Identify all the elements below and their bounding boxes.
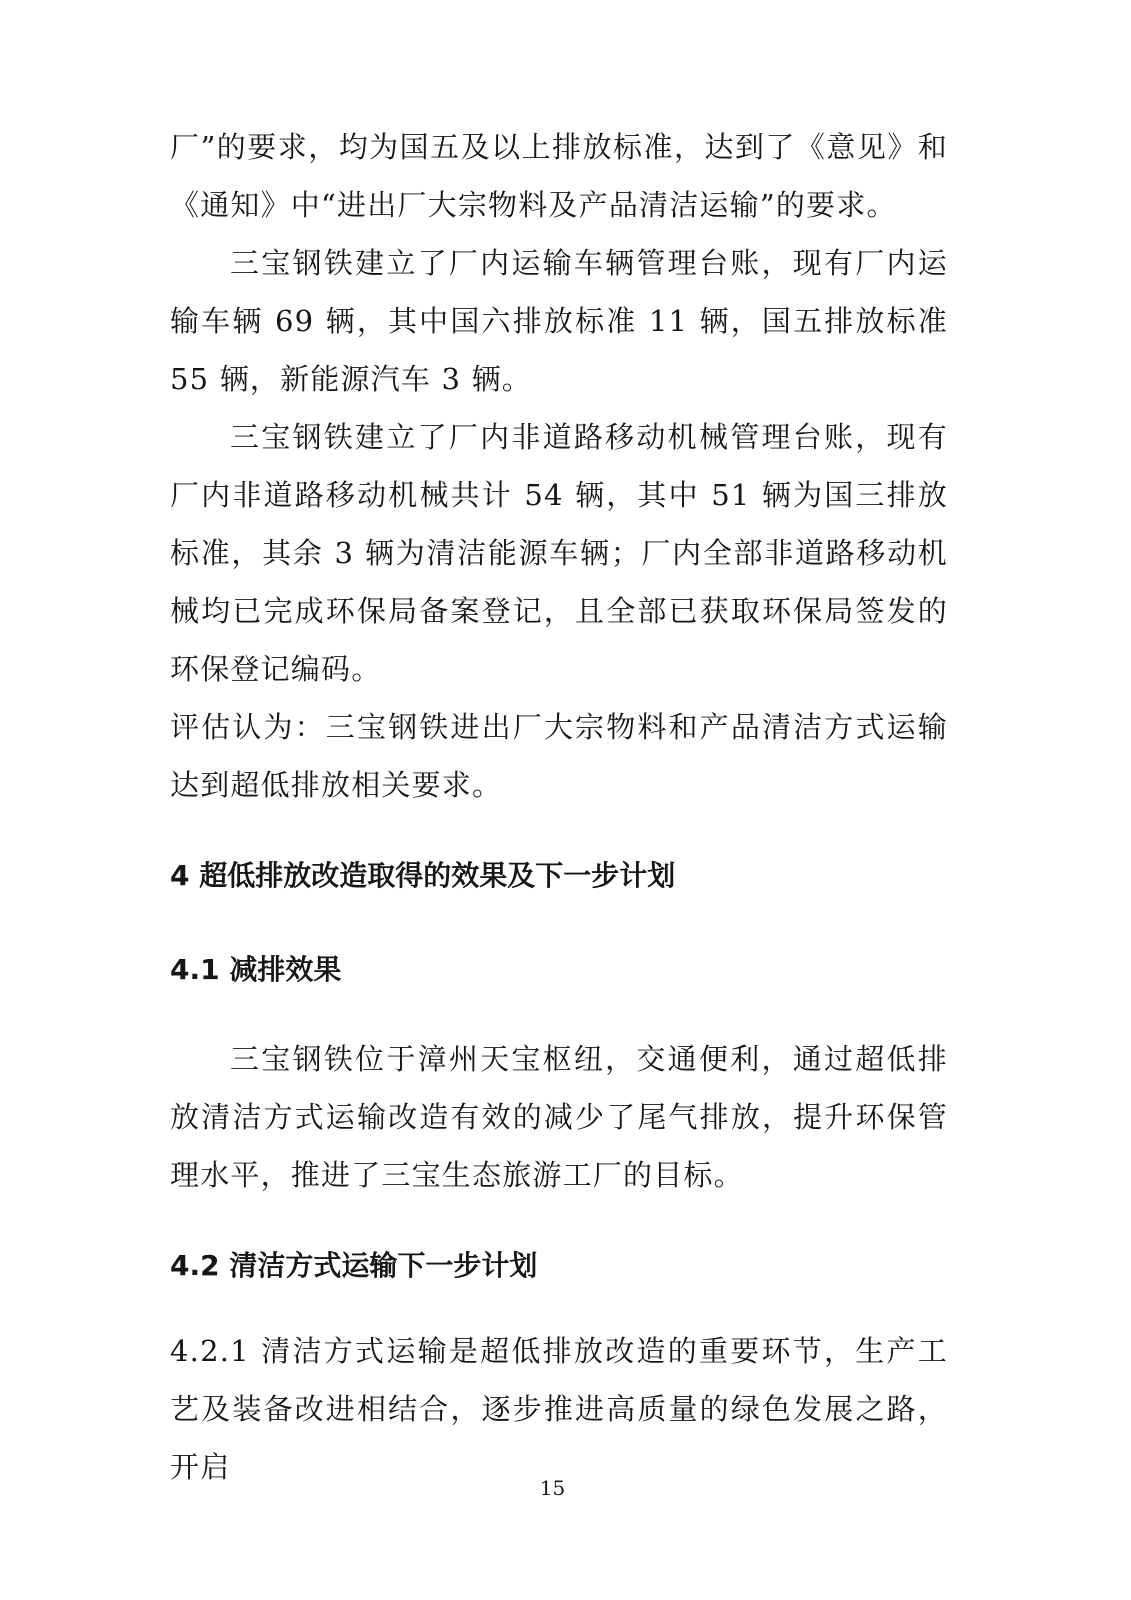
paragraph-emission-standards: 厂”的要求，均为国五及以上排放标准，达到了《意见》和《通知》中“进出厂大宗物料及产品清洁运输”的要求。 bbox=[170, 130, 948, 222]
page-number: 15 bbox=[539, 1476, 566, 1500]
paragraph-machinery-ledger: 三宝钢铁建立了厂内非道路移动机械管理台账，现有厂内非道路移动机械共计 54 辆，其中 51 辆为国三排放标准，其余 3 辆为清洁能源车辆；厂内全部非道路移动机械均已完成环保局备案登记，且全部已获取环保局签发的环保登记编码。 bbox=[170, 420, 948, 686]
section-heading-4-2: 4.2 清洁方式运输下一步计划 bbox=[170, 1249, 538, 1282]
section-heading-4: 4 超低排放改造取得的效果及下一步计划 bbox=[170, 859, 676, 892]
page-body bbox=[170, 118, 948, 1496]
paragraph-vehicle-ledger: 三宝钢铁建立了厂内运输车辆管理台账，现有厂内运输车辆 69 辆，其中国六排放标准 11 辆，国五排放标准 55 辆，新能源汽车 3 辆。 bbox=[170, 246, 948, 396]
section-heading-4-1: 4.1 减排效果 bbox=[170, 953, 342, 986]
paragraph-next-plan: 4.2.1 清洁方式运输是超低排放改造的重要环节，生产工艺及装备改进相结合，逐步推进高质量的绿色发展之路，开启 bbox=[170, 1334, 948, 1484]
paragraph-assessment: 评估认为：三宝钢铁进出厂大宗物料和产品清洁方式运输达到超低排放相关要求。 bbox=[170, 710, 948, 802]
paragraph-reduction-effect: 三宝钢铁位于漳州天宝枢纽，交通便利，通过超低排放清洁方式运输改造有效的减少了尾气排放，提升环保管理水平，推进了三宝生态旅游工厂的目标。 bbox=[170, 1042, 948, 1192]
